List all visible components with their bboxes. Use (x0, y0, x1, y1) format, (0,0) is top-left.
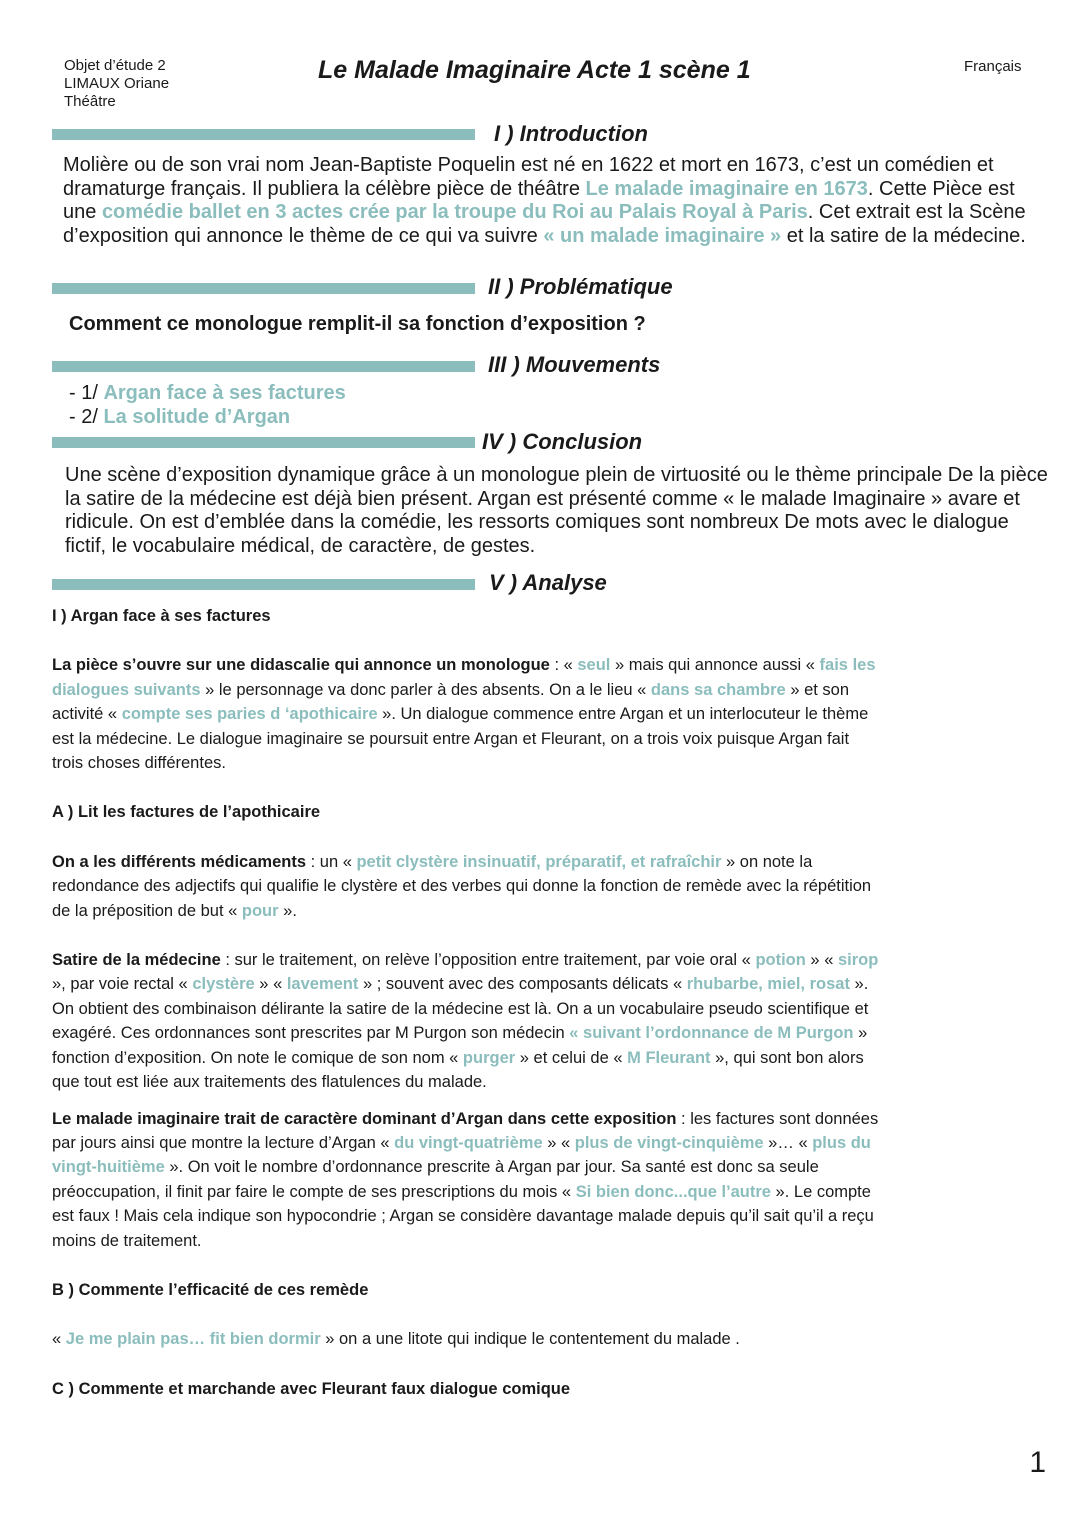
subject-label: Français (964, 58, 1022, 75)
section-title-analyse: V ) Analyse (489, 570, 607, 595)
page-number: 1 (1029, 1446, 1046, 1479)
page-title: Le Malade Imaginaire Acte 1 scène 1 (318, 56, 751, 84)
document-meta (64, 57, 169, 111)
analysis-part-heading: I ) Argan face à ses factures (52, 607, 271, 625)
section-divider (52, 361, 475, 372)
problematique-question: Comment ce monologue remplit-il sa fonction d’exposition ? (69, 313, 646, 335)
section-divider (52, 437, 475, 448)
section-title-problematique: II ) Problématique (488, 274, 673, 299)
conclusion-text: Une scène d’exposition dynamique grâce à un monologue plein de virtuosité ou le thème principale De la pièce la satire de la médecine est déjà bien présent. Argan est présenté comme « le malade Imaginaire » avare et ridicule. On est d’emblée dans la comédie, les ressorts comiques sont nombreux De mots avec le dialogue fictif, le vocabulaire médical, de caractère, de gestes. (65, 464, 1048, 557)
analysis-paragraph: On a les différents médicaments : un « petit clystère insinuatif, préparatif, et rafraîchir » on note la redondance des adjectifs qui qualifie le clystère et des verbes qui donne la fonction de remède avec la répétition de la préposition de but « pour ». (52, 852, 872, 920)
introduction-text: Molière ou de son vrai nom Jean-Baptiste Poquelin est né en 1622 et mort en 1673, c’est un comédien et dramaturge français. Il publiera la célèbre pièce de théâtre Le malade imaginaire en 1673. Cette Pièce est une comédie ballet en 3 actes crée par la troupe du Roi au Palais Royal à Paris. Cet extrait est la Scène d’exposition qui annonce le thème de ce qui va suivre « un malade imaginaire » et la satire de la médecine. (63, 154, 1026, 247)
movement-item: - 1/ Argan face à ses factures (69, 382, 346, 404)
analysis-subheading: B ) Commente l’efficacité de ces remède (52, 1280, 369, 1299)
meta-line: Théâtre (64, 93, 116, 110)
movement-item: - 2/ La solitude d’Argan (69, 405, 291, 428)
section-title-conclusion: IV ) Conclusion (482, 429, 643, 454)
section-title-mouvements: III ) Mouvements (488, 352, 661, 377)
section-divider (52, 129, 475, 140)
meta-line: LIMAUX Oriane (64, 75, 170, 92)
section-divider (52, 579, 475, 590)
analysis-paragraph: Satire de la médecine : sur le traitement, on relève l’opposition entre traitement, par voie oral « potion » « sirop », par voie rectal « clystère » « lavement » ; souvent avec des composants délicats « rhubarbe, miel, rosat ». On obtient des combinaison délirante la satire de la médecine est là. On a un vocabulaire pseudo scientifique et exagéré. Ces ordonnances sont prescrites par M Purgon son médecin « suivant l’ordonnance de M Purgon » fonction d’exposition. On note le comique de son nom « purger » et celui de « M Fleurant », qui sont bon alors que tout est liée aux traitements des flatulences du malade. (52, 951, 879, 1092)
analysis-subheading: C ) Commente et marchande avec Fleurant faux dialogue comique (52, 1379, 571, 1398)
movements-list (69, 382, 346, 429)
section-divider (52, 283, 475, 294)
analysis-body (52, 604, 882, 1401)
analysis-paragraph: « Je me plain pas… fit bien dormir » on a une litote qui indique le contentement du malade . (52, 1330, 740, 1349)
analysis-subheading: A ) Lit les factures de l’apothicaire (52, 803, 321, 822)
section-title-introduction: I ) Introduction (494, 121, 648, 146)
analysis-paragraph: Le malade imaginaire trait de caractère dominant d’Argan dans cette exposition : les factures sont données par jours ainsi que montre la lecture d’Argan « du vingt-quatrième » « plus de vingt-cinquième »… « plus du vingt-huitième ». On voit le nombre d’ordonnance prescrite à Argan par jour. Sa santé est donc sa seule préoccupation, il finit par faire le compte de ses prescriptions du mois « Si bien donc...que l’autre ». Le compte est faux ! Mais cela indique son hypocondrie ; Argan se considère davantage malade depuis qu’il sait qu’il a reçu moins de traitement. (52, 1109, 879, 1250)
analysis-paragraph: La pièce s’ouvre sur une didascalie qui annonce un monologue : « seul » mais qui annonce aussi « fais les dialogues suivants » le personnage va donc parler à des absents. On a le lieu « dans sa chambre » et son activité « compte ses paries d ‘apothicaire ». Un dialogue commence entre Argan et un interlocuteur le thème est la médecine. Le dialogue imaginaire se poursuit entre Argan et Fleurant, on a trois voix puisque Argan fait trois choses différentes. (52, 656, 876, 773)
meta-line: Objet d’étude 2 (64, 57, 166, 74)
